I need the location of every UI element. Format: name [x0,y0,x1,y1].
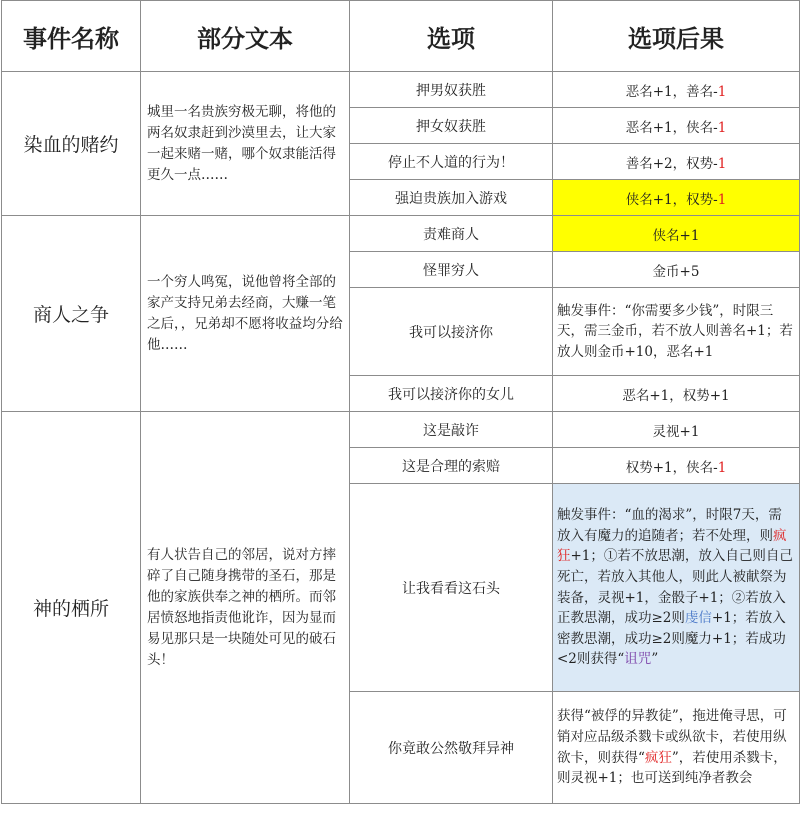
option-label: 强迫贵族加入游戏 [350,180,553,216]
option-label: 让我看看这石头 [350,484,553,692]
option-result: 触发事件：“你需要多少钱”，时限三天，需三金币，若不放人则善名+1；若放人则金币+10，恶名+1 [553,288,800,376]
option-result: 侠名+1，权势-1 [553,180,800,216]
option-label: 这是合理的索赔 [350,448,553,484]
option-label: 我可以接济你的女儿 [350,376,553,412]
option-label: 停止不人道的行为！ [350,144,553,180]
header-option-results: 选项后果 [553,1,800,72]
option-label: 这是敲诈 [350,412,553,448]
option-label: 怪罪穷人 [350,252,553,288]
option-result: 恶名+1，权势+1 [553,376,800,412]
option-label: 你竟敢公然敬拜异神 [350,692,553,804]
event-name: 染血的赌约 [2,72,141,216]
event-name: 神的栖所 [2,412,141,804]
event-name: 商人之争 [2,216,141,412]
event-text: 有人状告自己的邻居，说对方摔碎了自己随身携带的圣石，那是他的家族供奉之神的栖所。而邻居愤怒地指责他讹诈，因为显而易见那只是一块随处可见的破石头！ [141,412,350,804]
option-result: 善名+2，权势-1 [553,144,800,180]
option-result: 侠名+1 [553,216,800,252]
header-event-name: 事件名称 [2,1,141,72]
option-result: 金币+5 [553,252,800,288]
option-label: 责难商人 [350,216,553,252]
event-table [1,0,800,804]
event-text: 一个穷人鸣冤，说他曾将全部的家产支持兄弟去经商，大赚一笔之后，，兄弟却不愿将收益均分给他…… [141,216,350,412]
option-result: 恶名+1，善名-1 [553,72,800,108]
option-label: 我可以接济你 [350,288,553,376]
event-text: 城里一名贵族穷极无聊，将他的两名奴隶赶到沙漠里去，让大家一起来赌一赌，哪个奴隶能活得更久一点…… [141,72,350,216]
table-row [2,412,800,448]
option-result: 权势+1，侠名-1 [553,448,800,484]
option-label: 押男奴获胜 [350,72,553,108]
option-result: 触发事件：“血的渴求”，时限7天，需放入有魔力的追随者；若不处理，则疯狂+1；①若不放思潮，放入自己则自己死亡，若放入其他人，则此人被献祭为装备，灵视+1，金骰子+1；②若放入正教思潮，成功≥2则虔信+1；若放入密教思潮，成功≥2则魔力+1；若成功<2则获得“诅咒” [553,484,800,692]
header-partial-text: 部分文本 [141,1,350,72]
option-result: 灵视+1 [553,412,800,448]
header-row [2,1,800,72]
option-result: 恶名+1，侠名-1 [553,108,800,144]
option-label: 押女奴获胜 [350,108,553,144]
table-row [2,216,800,252]
header-options: 选项 [350,1,553,72]
option-result: 获得“被俘的异教徒”，拖进俺寻思，可销对应品级杀戮卡或纵欲卡，若使用纵欲卡，则获得“疯狂”，若使用杀戮卡，则灵视+1；也可送到纯净者教会 [553,692,800,804]
table-row [2,72,800,108]
